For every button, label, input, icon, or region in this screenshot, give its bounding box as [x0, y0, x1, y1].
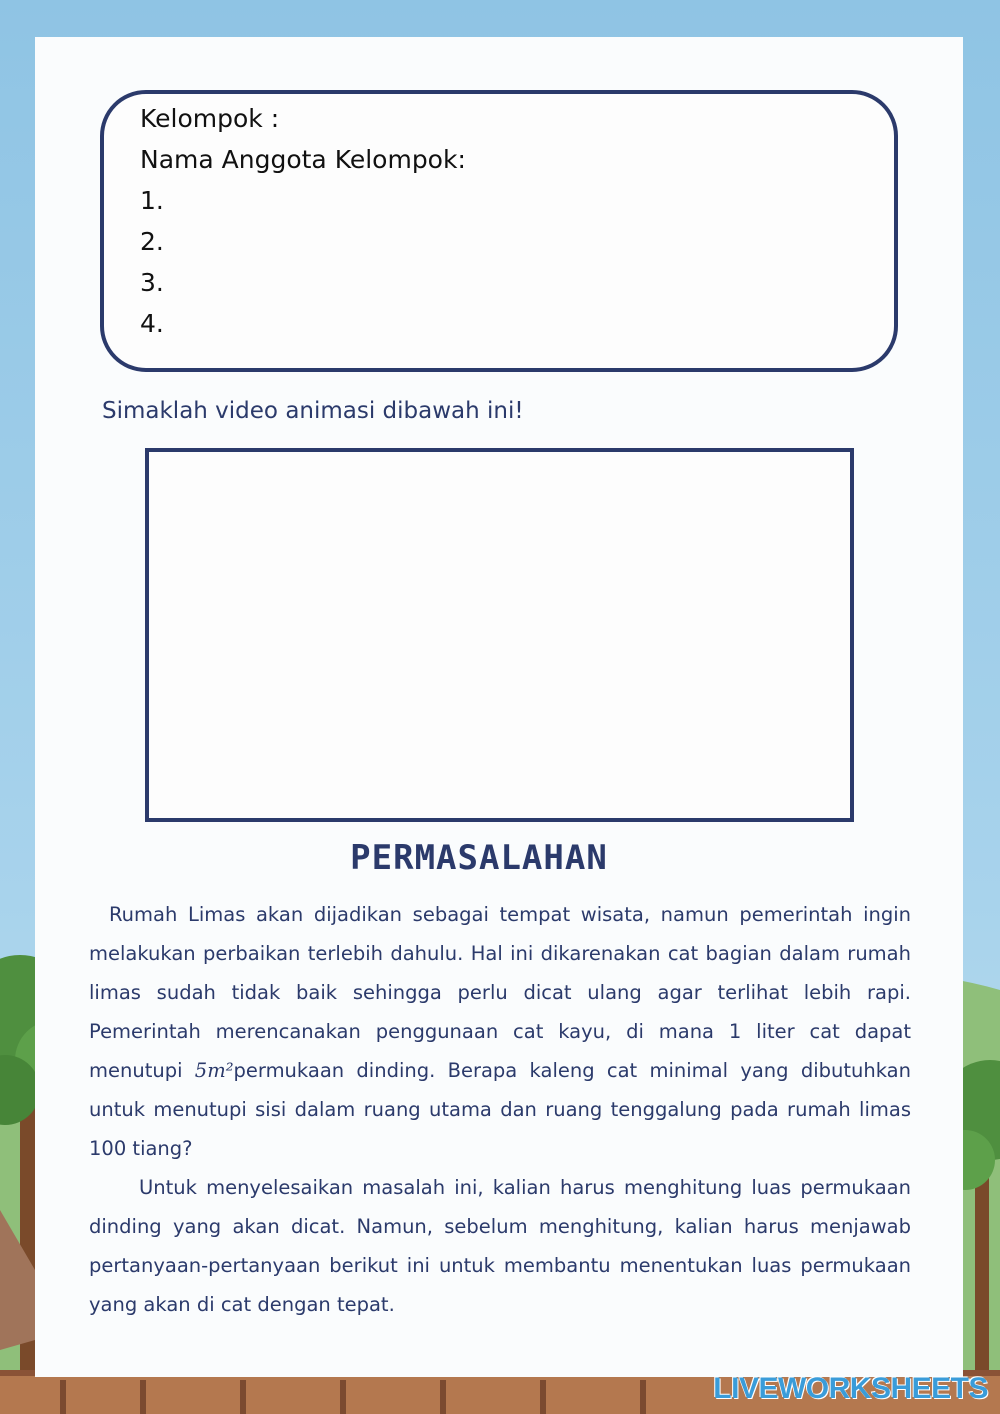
video-instruction: Simaklah video animasi dibawah ini!: [102, 398, 524, 424]
member-number-3: 3.: [140, 268, 164, 297]
problem-text-start: Rumah Limas akan dijadikan sebagai tempat wisata, namun pemerintah ingin melakukan perbaikan terlebih dahulu. Hal ini dikarenakan cat bagian dalam rumah limas sudah tidak baik sehingga perlu dicat ulang agar terlihat lebih rapi. Pemerintah merencanakan penggunaan cat kayu, di mana 1 liter cat dapat menutupi: [89, 903, 911, 1082]
group-label: Kelompok :: [140, 104, 280, 133]
problem-paragraph: [89, 895, 911, 1168]
instruction-paragraph: Untuk menyelesaikan masalah ini, kalian harus menghitung luas permukaan dinding yang akan dicat. Namun, sebelum menghitung, kalian harus menjawab pertanyaan-pertanyaan berikut ini untuk membantu menentukan luas permukaan yang akan di cat dengan tepat.: [89, 1176, 911, 1316]
problem-text-end: permukaan dinding. Berapa kaleng cat minimal yang dibutuhkan untuk menutupi sisi dalam ruang utama dan ruang tenggalung pada rumah limas 100 tiang?: [89, 1059, 911, 1160]
video-placeholder[interactable]: [145, 448, 854, 822]
section-heading: PERMASALAHAN: [350, 838, 608, 878]
area-formula: 5m²: [194, 1059, 234, 1082]
member-number-2: 2.: [140, 227, 164, 256]
members-label: Nama Anggota Kelompok:: [140, 145, 466, 174]
liveworksheets-logo: LIVEWORKSHEETS: [713, 1372, 988, 1405]
member-number-1: 1.: [140, 186, 164, 215]
member-number-4: 4.: [140, 309, 164, 338]
